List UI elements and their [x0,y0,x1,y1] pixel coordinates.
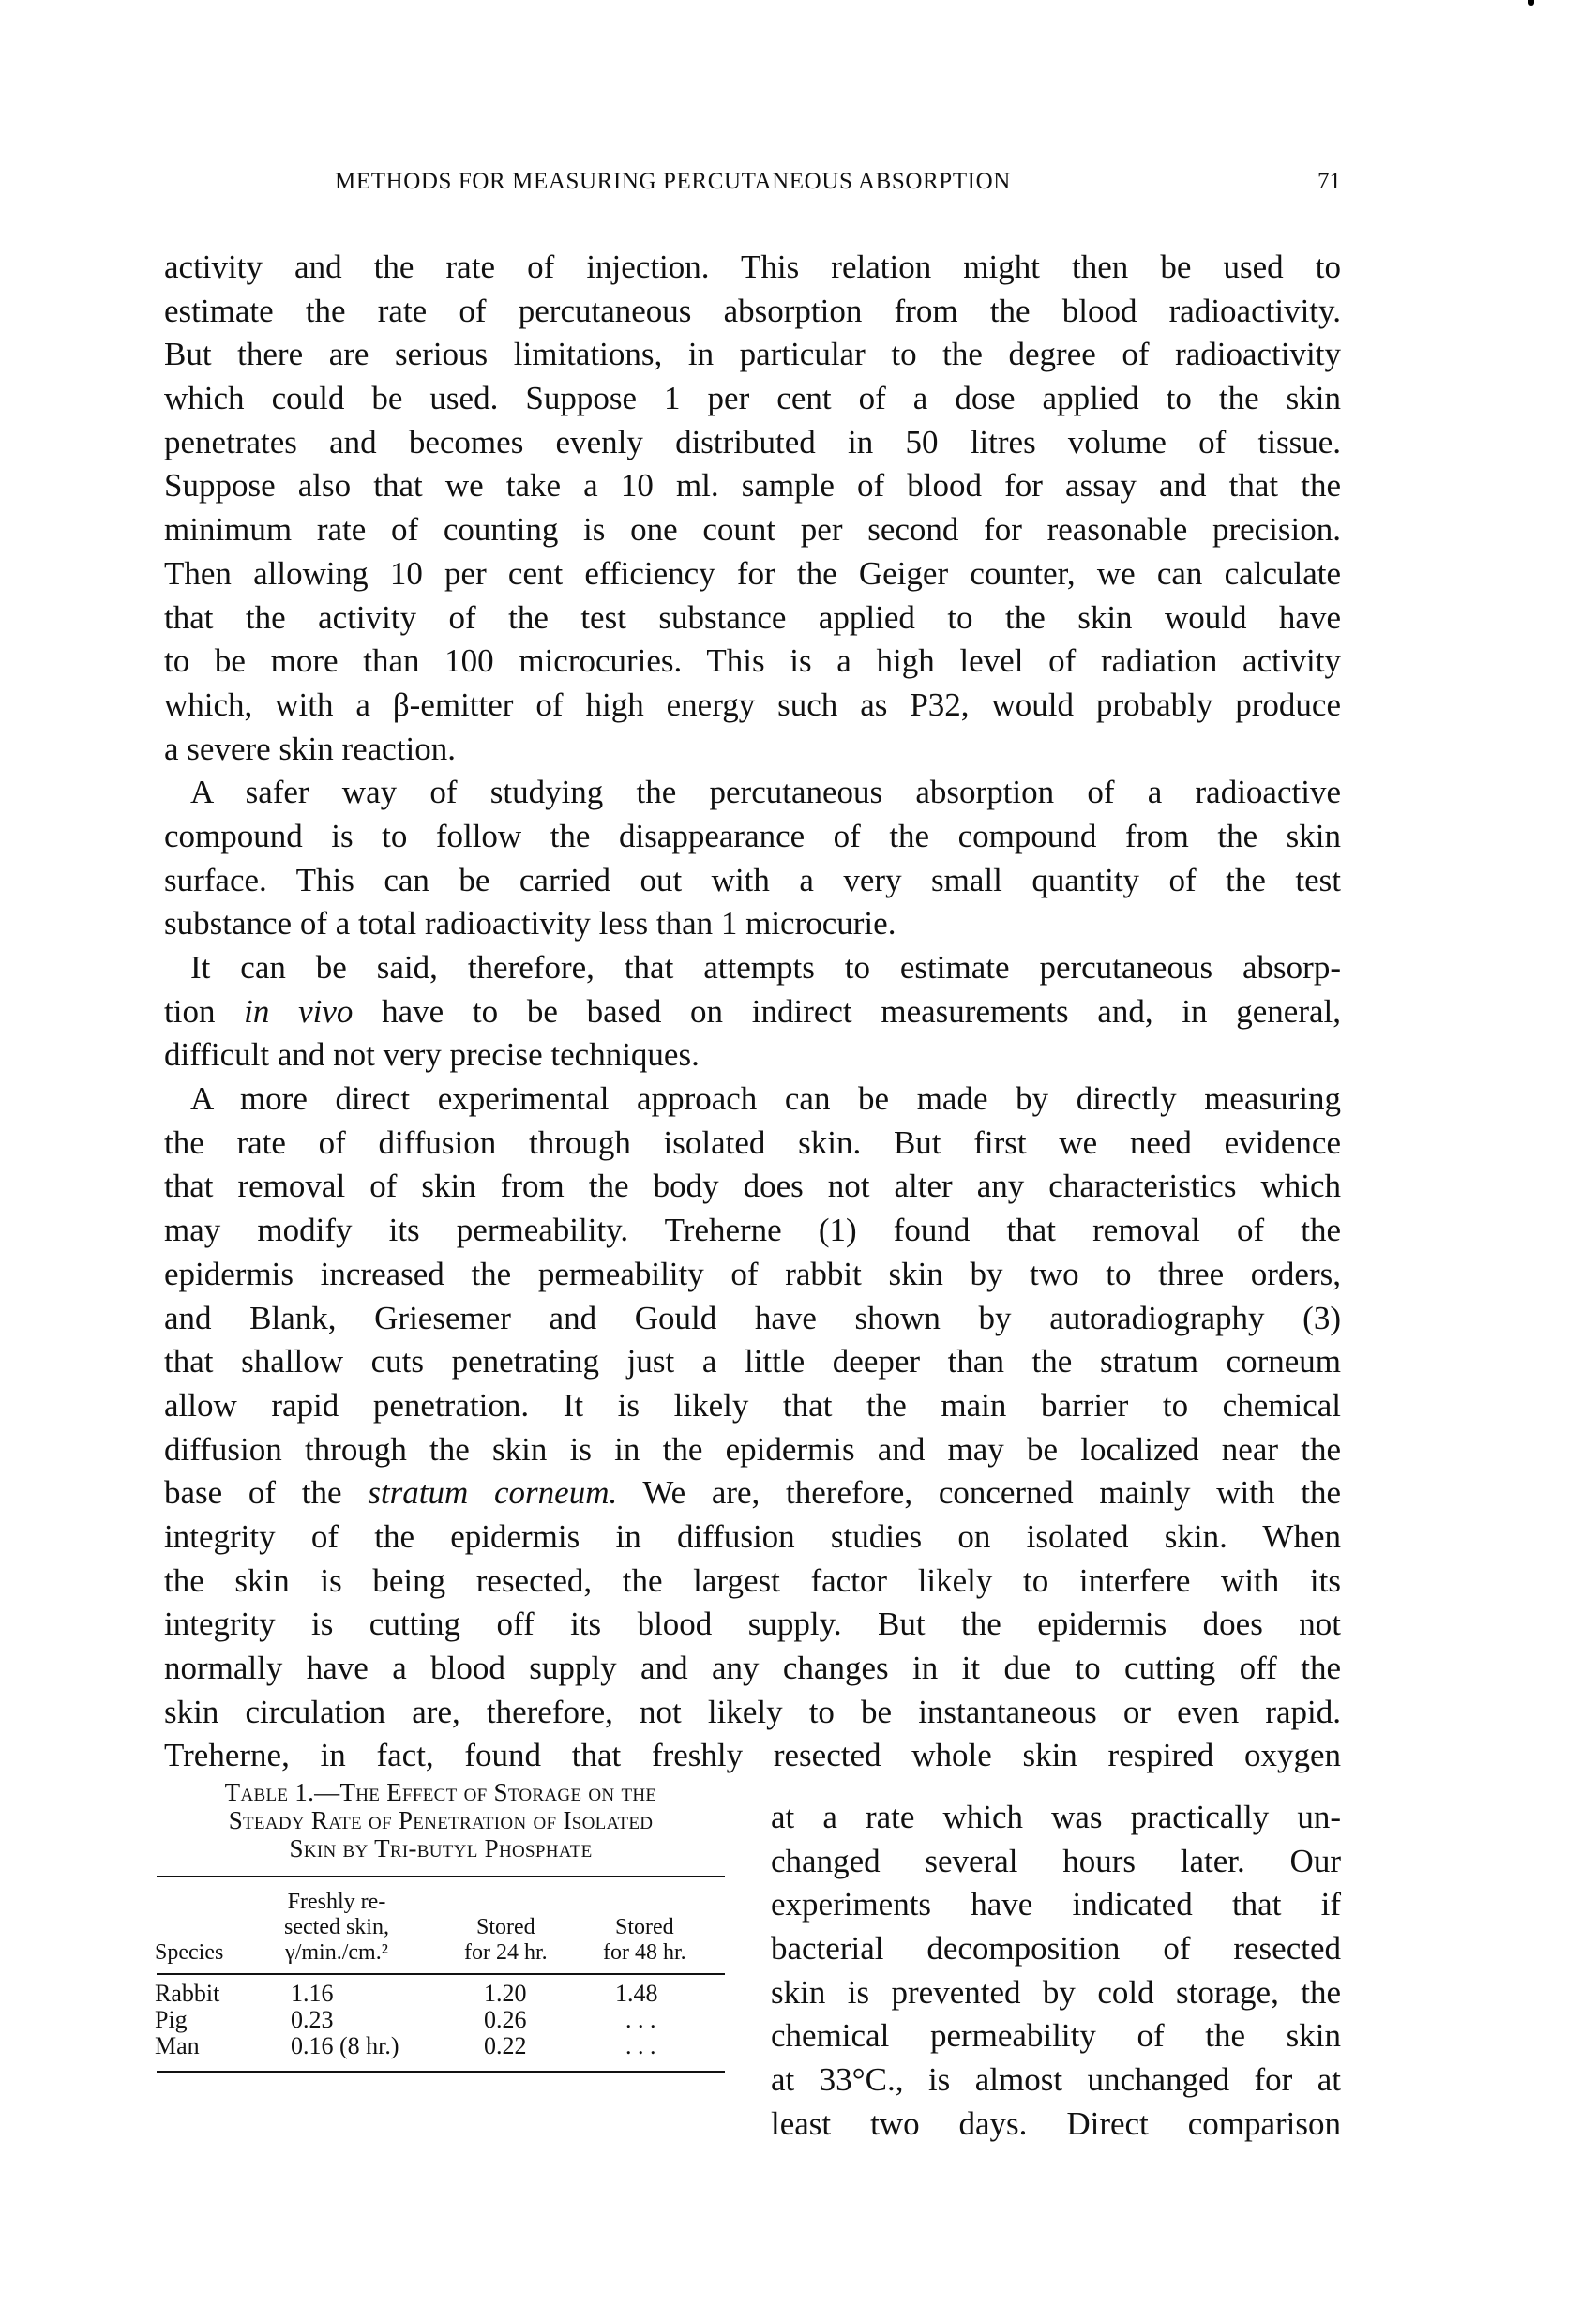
body-line: the rate of diffusion through isolated skin. But first we need evidence [164,1123,1341,1161]
body-line: changed several hours later. Our [771,1842,1341,1879]
wrapped-text-column [771,1796,1341,2147]
body-line: chemical permeability of the skin [771,2017,1341,2055]
cell-species: Pig [155,2006,188,2033]
body-line: experiments have indicated that if [771,1886,1341,1923]
body-line [164,990,1341,1034]
header-fresh: Freshly re- sected skin, γ/min./cm.² [284,1890,389,1965]
body-text [164,246,1341,1778]
table-body [155,1975,727,2088]
body-line: surface. This can be carried out with a very small quantity of the test [164,861,1341,898]
scan-artifact-mark [1528,0,1534,6]
cell-fresh: 0.23 [291,2006,334,2033]
body-line: activity and the rate of injection. This relation might then be used to [164,249,1341,285]
cell-stored-24: 0.26 [484,2006,527,2033]
body-line: at 33°C., is almost unchanged for at [771,2061,1341,2099]
body-line: bacterial decomposition of resected [771,1930,1341,1968]
running-title: METHODS FOR MEASURING PERCUTANEOUS ABSORPTION [335,169,1011,194]
text-run: We are, therefore, concerned mainly with the [617,1474,1342,1512]
text-run: base of the [164,1474,369,1512]
body-line: normally have a blood supply and any changes in it due to cutting off the [164,1650,1341,1686]
text-run: have to be based on indirect measurements and, in general, [353,992,1341,1030]
header-stored-24: Stored for 24 hr. [464,1915,548,1965]
body-line: a severe skin reaction. [164,730,456,767]
body-line: Suppose also that we take a 10 ml. sample of blood for assay and that the [164,467,1341,505]
body-line: which, with a β-emitter of high energy such as P32, would probably produce [164,686,1341,723]
table-1 [155,1778,727,2073]
body-line: skin is prevented by cold storage, the [771,1973,1341,2011]
header-species: Species [155,1940,224,1965]
body-line: and Blank, Griesemer and Gould have shown by autoradiography (3) [164,1299,1341,1336]
italic-term: stratum corneum. [368,1474,618,1512]
body-line: may modify its permeability. Treherne (1) found that removal of the [164,1212,1341,1249]
body-line: integrity is cutting off its blood supply. But the epidermis does not [164,1606,1341,1643]
table-caption [155,1778,727,1862]
cell-species: Man [155,2032,200,2059]
header-stored-48: Stored for 48 hr. [603,1915,686,1965]
body-line: which could be used. Suppose 1 per cent of a dose applied to the skin [164,380,1341,417]
body-line: But there are serious limitations, in particular to the degree of radioactivity [164,336,1341,373]
cell-stored-48: 1.48 [615,1980,658,2007]
body-line: that shallow cuts penetrating just a little deeper than the stratum corneum [164,1343,1341,1380]
body-line: the skin is being resected, the largest factor likely to interfere with its [164,1561,1341,1599]
table-header-row [155,1877,727,1973]
table-row [155,2007,727,2033]
body-line: at a rate which was practically un- [771,1799,1341,1835]
body-line: allow rapid penetration. It is likely that the main barrier to chemical [164,1386,1341,1424]
body-line: A more direct experimental approach can be made by directly measuring [190,1080,1341,1118]
table-row [155,1981,727,2007]
running-header [164,169,1341,201]
body-line: Treherne, in fact, found that freshly resected whole skin respired oxygen [164,1737,1341,1774]
body-line: substance of a total radioactivity less than 1 microcurie. [164,905,896,942]
cell-fresh: 0.16 (8 hr.) [291,2032,399,2059]
cell-stored-24: 0.22 [484,2032,527,2059]
body-line: that removal of skin from the body does not alter any characteristics which [164,1168,1341,1205]
body-line [164,1471,1341,1515]
body-line: least two days. Direct comparison [771,2104,1341,2142]
body-line: diffusion through the skin is in the epidermis and may be localized near the [164,1430,1341,1468]
body-line: estimate the rate of percutaneous absorption from the blood radioactivity. [164,292,1341,329]
cell-stored-48: . . . [625,2032,656,2059]
cell-species: Rabbit [155,1980,220,2007]
body-line: difficult and not very precise techniques. [164,1036,700,1074]
body-line: minimum rate of counting is one count per second for reasonable precision. [164,511,1341,549]
cell-stored-48: . . . [625,2006,656,2033]
body-line: penetrates and becomes evenly distributed in 50 litres volume of tissue. [164,423,1341,460]
cell-fresh: 1.16 [291,1980,334,2007]
table-caption-line: Skin by Tri-butyl Phosphate [289,1834,593,1862]
table-caption-line: Steady Rate of Penetration of Isolated [228,1806,654,1834]
table-caption-line: Table 1.—The Effect of Storage on the [224,1778,657,1806]
body-line: skin circulation are, therefore, not likely to be instantaneous or even rapid. [164,1693,1341,1730]
body-line: Then allowing 10 per cent efficiency for the Geiger counter, we can calculate [164,554,1341,592]
body-line: integrity of the epidermis in diffusion studies on isolated skin. When [164,1517,1341,1555]
italic-term: in vivo [244,992,354,1030]
body-line: compound is to follow the disappearance of the compound from the skin [164,817,1341,854]
body-line: to be more than 100 microcuries. This is a high level of radiation activity [164,642,1341,680]
body-line: A safer way of studying the percutaneous absorption of a radioactive [190,774,1341,811]
cell-stored-24: 1.20 [484,1980,527,2007]
table-row [155,2033,727,2059]
page-number: 71 [1317,169,1341,194]
body-line: that the activity of the test substance applied to the skin would have [164,598,1341,636]
body-line: It can be said, therefore, that attempts to estimate percutaneous absorp- [190,949,1341,986]
body-line: epidermis increased the permeability of rabbit skin by two to three orders, [164,1255,1341,1292]
text-run: tion [164,992,245,1030]
